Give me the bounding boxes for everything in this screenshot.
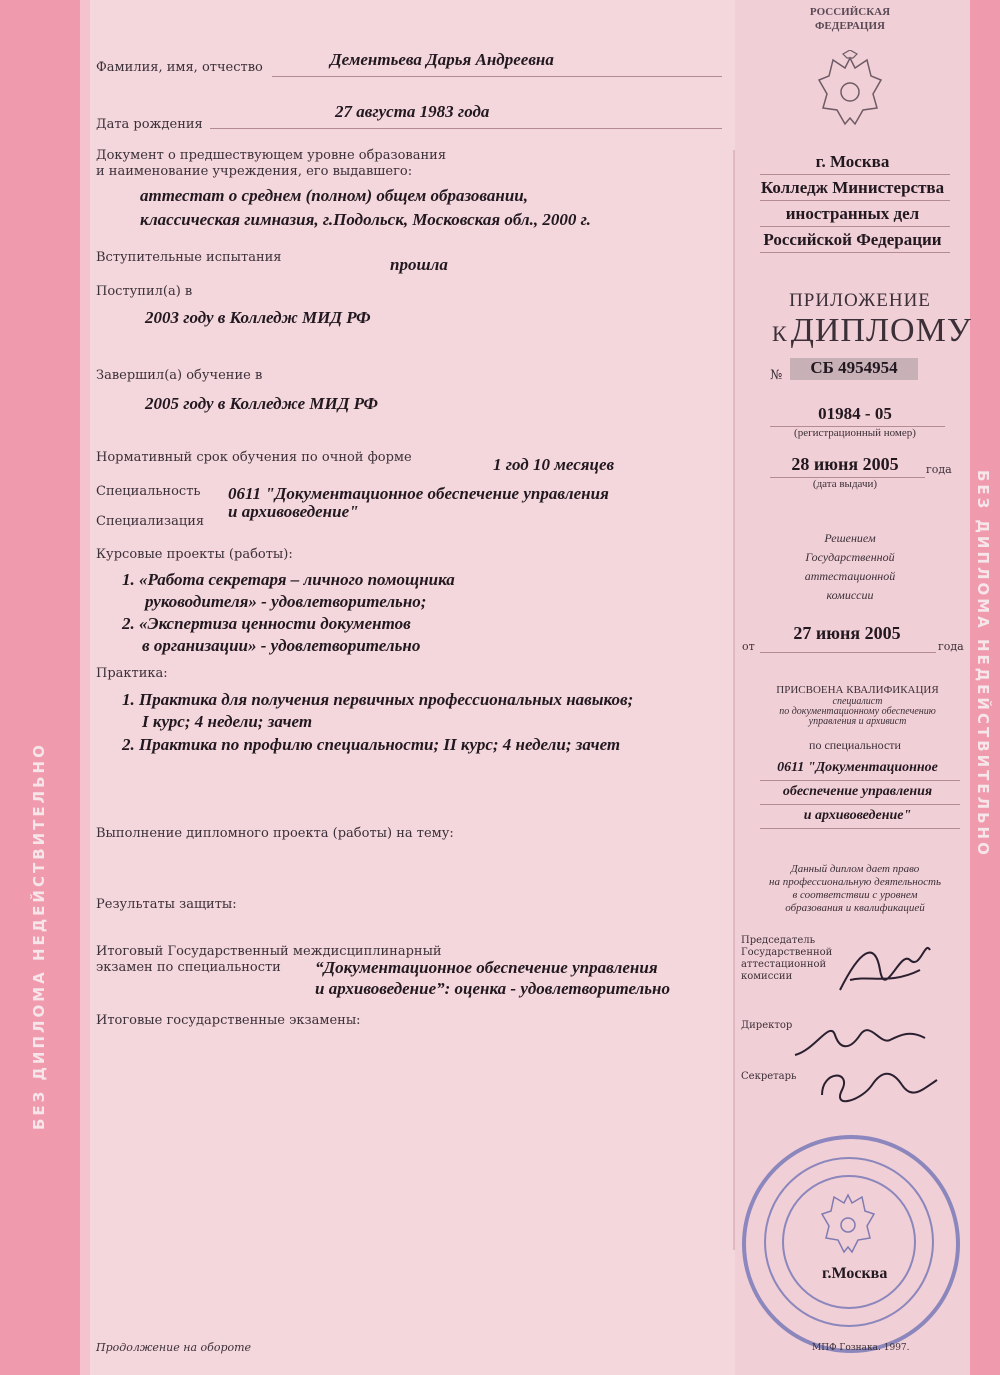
main-panel <box>90 0 735 1375</box>
spec-line-2-rule <box>760 804 960 805</box>
prev-doc-value-2: классическая гимназия, г.Подольск, Московская обл., 2000 г. <box>140 210 591 229</box>
projects-label: Курсовые проекты (работы): <box>96 547 293 562</box>
fio-line <box>272 76 722 77</box>
right-text-3: в соответствии с уровнем <box>792 889 918 901</box>
spec-line-3-rule <box>760 828 960 829</box>
number: СБ 4954954 <box>810 358 898 377</box>
prev-doc-label-1: Документ о предшествующем уровне образования <box>96 148 447 163</box>
footer-continued: Продолжение на обороте <box>96 1341 252 1354</box>
prev-doc-value-1: аттестат о среднем (полном) общем образовании, <box>140 186 528 205</box>
final-exam-label-1: Итоговый Государственный междисциплинарный <box>96 944 442 959</box>
issue-caption: (дата выдачи) <box>812 478 878 490</box>
specialization-label: Специализация <box>96 514 205 529</box>
birth-value: 27 августа 1983 года <box>335 102 490 121</box>
spec-line-1-rule <box>760 780 960 781</box>
decision-date: 27 июня 2005 <box>793 623 901 643</box>
project-line-3: 2. «Экспертиза ценности документов <box>122 614 411 633</box>
project-line-2: руководителя» - удовлетворительно; <box>145 592 427 611</box>
right-text-4: образования и квалификацией <box>785 902 925 914</box>
stamp-emblem-icon <box>818 1189 878 1259</box>
final-exam-value-1: “Документационное обеспечение управления <box>315 958 658 977</box>
entrance-label: Вступительные испытания <box>96 250 282 265</box>
decision-1: Решением <box>824 531 876 545</box>
org-line-1: Колледж Министерства <box>760 178 945 197</box>
specialty-value-1: 0611 "Документационное обеспечение управления <box>228 484 609 503</box>
birth-label: Дата рождения <box>96 117 203 132</box>
qualification-label: ПРИСВОЕНА КВАЛИФИКАЦИЯ <box>776 684 939 696</box>
chair-signature-icon <box>830 930 950 1000</box>
left-inner-band <box>80 0 90 1375</box>
qualification-2: по документационному обеспечению <box>779 706 936 717</box>
title-line-2 <box>772 312 972 350</box>
org-line-2: иностранных дел <box>785 204 920 223</box>
spec-line-3: и архивоведение" <box>803 808 912 823</box>
from-word: от <box>742 640 755 653</box>
spec-label: по специальности <box>809 738 901 752</box>
official-stamp-icon <box>742 1135 960 1353</box>
footer-printer: МПФ Гознака. 1997. <box>812 1343 910 1353</box>
chair-1: Председатель <box>741 935 816 946</box>
final-exam-value-2: и архивоведение”: оценка - удовлетворительно <box>315 979 670 998</box>
thesis-label: Выполнение дипломного проекта (работы) на тему: <box>96 826 454 841</box>
stamp-city: г.Москва <box>822 1265 888 1282</box>
term-label: Нормативный срок обучения по очной форме <box>96 450 412 465</box>
chair-4: комиссии <box>741 971 793 982</box>
specialty-label: Специальность <box>96 484 201 499</box>
right-text-1: Данный диплом дает право <box>790 863 920 875</box>
title-k: К <box>772 321 787 346</box>
left-border <box>0 0 80 1375</box>
project-line-1: 1. «Работа секретаря – личного помощника <box>122 570 455 589</box>
left-border-text: БЕЗ ДИПЛОМА НЕДЕЙСТВИТЕЛЬНО <box>30 742 48 1130</box>
city: г. Москва <box>815 152 890 171</box>
title-line-1: ПРИЛОЖЕНИЕ <box>789 290 931 311</box>
issue-date: 28 июня 2005 <box>791 454 899 474</box>
term-value: 1 год 10 месяцев <box>493 455 615 474</box>
practice-label: Практика: <box>96 666 168 681</box>
state-exams-label: Итоговые государственные экзамены: <box>96 1013 361 1028</box>
qualification-3: управления и архивист <box>808 716 907 727</box>
birth-line <box>210 128 722 129</box>
org-line-3: Российской Федерации <box>763 230 942 249</box>
country-line-2: ФЕДЕРАЦИЯ <box>814 20 885 32</box>
org-line-2-rule <box>760 226 950 227</box>
finished-value: 2005 году в Колледже МИД РФ <box>145 394 378 413</box>
prev-doc-label-2: и наименование учреждения, его выдавшего: <box>96 164 413 179</box>
entrance-value: прошла <box>390 255 448 274</box>
country-line-1: РОССИЙСКАЯ <box>809 6 891 18</box>
right-border-text: БЕЗ ДИПЛОМА НЕДЕЙСТВИТЕЛЬНО <box>974 470 992 858</box>
divider <box>733 150 735 1250</box>
right-text-2: на профессиональную деятельность <box>769 876 941 888</box>
reg-caption: (регистрационный номер) <box>794 427 916 439</box>
enrolled-label: Поступил(а) в <box>96 284 193 299</box>
spec-line-1: 0611 "Документационное <box>777 760 938 775</box>
defense-label: Результаты защиты: <box>96 897 237 912</box>
director-label: Директор <box>741 1020 793 1031</box>
practice-line-3: 2. Практика по профилю специальности; II курс; 4 недели; зачет <box>122 735 621 754</box>
city-line <box>760 174 950 175</box>
secretary-label: Секретарь <box>741 1071 797 1082</box>
org-line-1-rule <box>760 200 950 201</box>
title-diploma: ДИПЛОМУ <box>790 312 972 349</box>
decision-4: комиссии <box>826 588 874 602</box>
practice-line-1: 1. Практика для получения первичных профессиональных навыков; <box>122 690 634 709</box>
number-label: № <box>770 368 783 383</box>
specialty-value-2: и архивоведение" <box>228 502 359 521</box>
secretary-signature-icon <box>812 1060 942 1110</box>
fio-label: Фамилия, имя, отчество <box>96 60 263 75</box>
fio-value: Дементьева Дарья Андреевна <box>330 50 554 69</box>
decision-date-line <box>760 652 936 653</box>
chair-3: аттестационной <box>741 959 827 970</box>
finished-label: Завершил(а) обучение в <box>96 368 263 383</box>
emblem-icon <box>815 50 885 130</box>
decision-2: Государственной <box>805 550 895 564</box>
decision-3: аттестационной <box>804 569 896 583</box>
issue-year-word: года <box>926 463 952 476</box>
spec-line-2: обеспечение управления <box>782 784 933 799</box>
project-line-4: в организации» - удовлетворительно <box>142 636 421 655</box>
decision-year-word: года <box>938 640 964 653</box>
practice-line-2: I курс; 4 недели; зачет <box>142 712 313 731</box>
org-line-3-rule <box>760 252 950 253</box>
reg-number: 01984 - 05 <box>818 404 892 423</box>
chair-2: Государственной <box>741 947 833 958</box>
enrolled-value: 2003 году в Колледж МИД РФ <box>145 308 371 327</box>
qualification-1: специалист <box>832 696 883 707</box>
final-exam-label-2: экзамен по специальности <box>96 960 281 975</box>
